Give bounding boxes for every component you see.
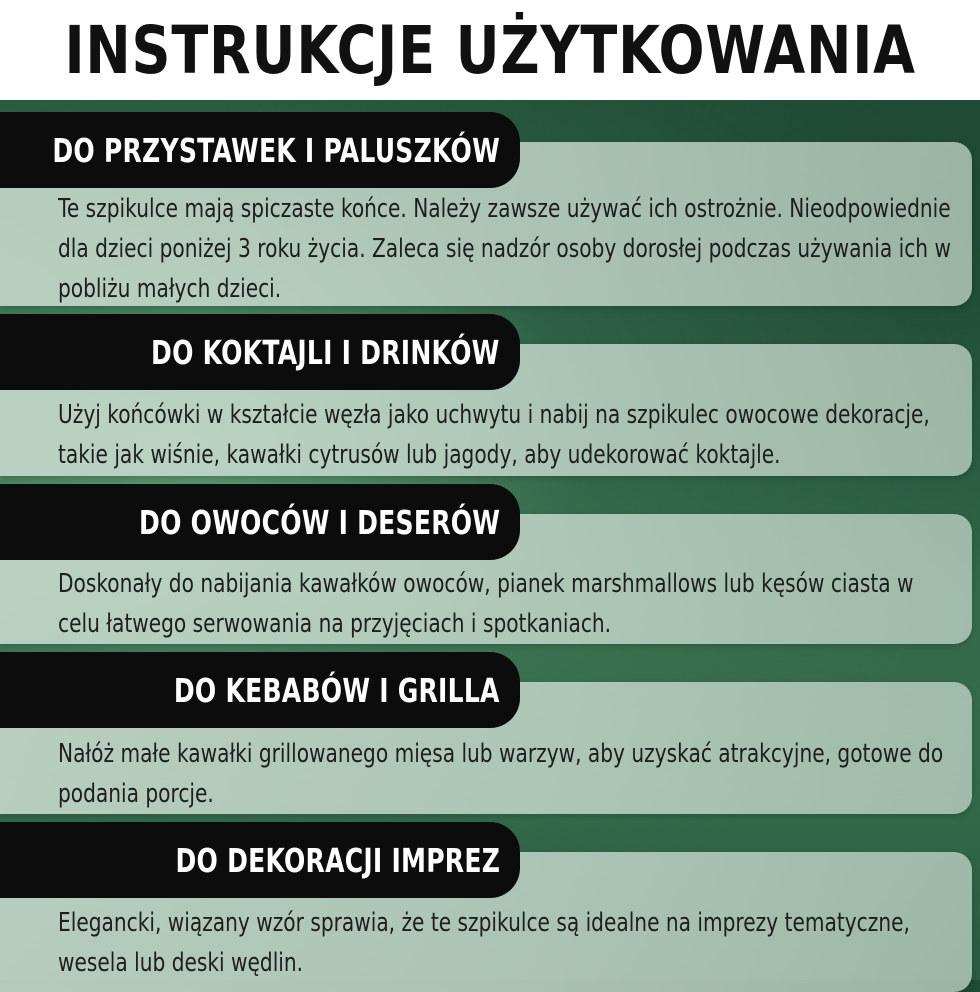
- section-description: Użyj końcówki w kształcie węzła jako uchwytu i nabij na szpikulec owocowe dekoracje, takie jak wiśnie, kawałki cytrusów lub jagody, aby udekorować koktajle.: [58, 400, 930, 470]
- section-title: DO DEKORACJI IMPREZ: [175, 840, 500, 880]
- section-banner: [0, 822, 520, 898]
- section-banner: [0, 314, 520, 390]
- section-title: DO KOKTAJLI I DRINKÓW: [151, 332, 500, 372]
- section-banner: [0, 484, 520, 560]
- section-description: Nałóż małe kawałki grillowanego mięsa lub warzyw, aby uzyskać atrakcyjne, gotowe do podania porcje.: [58, 739, 944, 809]
- section-description: Doskonały do nabijania kawałków owoców, pianek marshmallows lub kęsów ciasta w celu łatwego serwowania na przyjęciach i spotkaniach.: [58, 569, 914, 639]
- section-banner: [0, 652, 520, 728]
- section-title: DO KEBABÓW I GRILLA: [174, 670, 500, 710]
- section-banner: [0, 112, 520, 188]
- page-title: INSTRUKCJE UŻYTKOWANIA: [64, 11, 916, 89]
- section-description: Elegancki, wiązany wzór sprawia, że te szpikulce są idealne na imprezy tematyczne, wesela lub deski wędlin.: [58, 908, 910, 978]
- section-title: DO PRZYSTAWEK I PALUSZKÓW: [52, 130, 500, 170]
- page-header: [0, 0, 980, 100]
- section-title: DO OWOCÓW I DESERÓW: [138, 502, 500, 542]
- section-description: Te szpikulce mają spiczaste końce. Należy zawsze używać ich ostrożnie. Nieodpowiednie dla dzieci poniżej 3 roku życia. Zaleca się nadzór osoby dorosłej podczas używania ich w pobliżu małych dzieci.: [58, 194, 951, 304]
